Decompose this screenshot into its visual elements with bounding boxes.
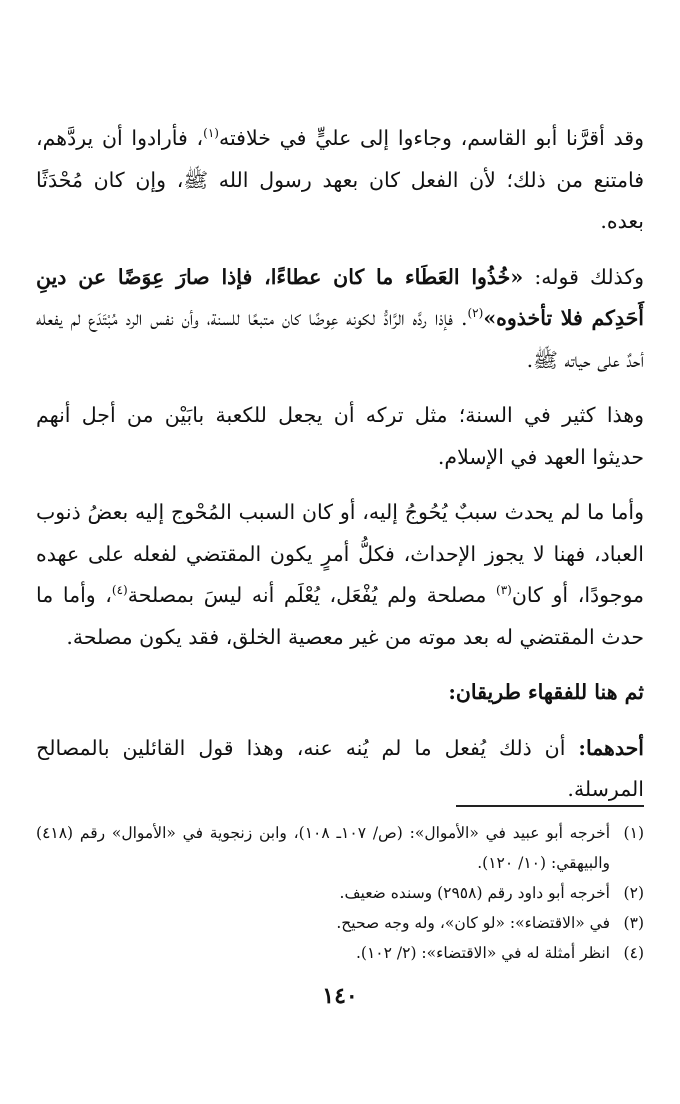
paragraph-spacer xyxy=(36,658,644,672)
footnote-ref-3[interactable]: (٣) xyxy=(496,583,512,598)
footnote-number: (٢) xyxy=(623,884,644,902)
footnote-4 xyxy=(36,938,644,968)
footnote-text: أخرجه أبو داود رقم (٢٩٥٨) وسنده ضعيف. xyxy=(339,884,610,902)
footnote-ref-1[interactable]: (١) xyxy=(203,126,219,141)
page-number: ١٤٠ xyxy=(322,983,358,1009)
paragraph-1 xyxy=(36,118,644,243)
hadith-quote: «خُذُوا العَطَاء ما كان عطاءًا، فإذا صارَ عِوَضًا عن دينِ أَحَدِكم فلا تأخذوه» xyxy=(36,264,644,330)
footnote-text: في «الاقتضاء»: «لو كان»، وله وجه صحيح. xyxy=(336,914,610,932)
paragraph-5-text: أن ذلك يُفعل ما لم يُنه عنه، وهذا قول القائلين بالمصالح المرسلة. xyxy=(36,735,644,801)
footnote-number: (٤) xyxy=(623,944,644,962)
paragraph-4-text-b: مصلحة ولم يُفْعَل، يُعْلَم أنه ليسَ بمصلحة xyxy=(127,583,497,607)
paragraph-1-text-a: وقد أقرَّنا أبو القاسم، وجاءوا إلى عليٍّ في خلافته xyxy=(218,126,644,150)
main-text xyxy=(36,118,644,811)
paragraph-1-text-b: ، فأرادوا أن يردَّهم، فامتنع من ذلك؛ لأن الفعل كان بعهد رسول الله ﷺ، وإن كان مُحْدَثًا بعده. xyxy=(36,126,644,233)
footnote-2 xyxy=(36,878,644,908)
paragraph-3: وهذا كثير في السنة؛ مثل تركه أن يجعل للكعبة بابَيْن من أجل أنهم حديثوا العهد في الإسلام. xyxy=(36,403,644,469)
paragraph-5 xyxy=(36,728,644,811)
paragraph-4 xyxy=(36,492,644,658)
paragraph-4-text-a: وأما ما لم يحدث سببٌ يُحُوجُ إليه، أو كان السبب المُحْوج إليه بعضُ ذنوب العباد، فهنا لا يجوز الإحداث، فكلُّ أمرٍ يكون المقتضي لفعله على عهده موجودًا، أو كان xyxy=(36,500,645,607)
paragraph-2-text-a: وكذلك قوله: xyxy=(523,264,644,289)
footnote-ref-4[interactable]: (٤) xyxy=(111,583,128,598)
paragraph-spacer xyxy=(36,381,644,395)
footnote-separator xyxy=(456,805,644,807)
footnote-text: انظر أمثلة له في «الاقتضاء»: (٢/ ١٠٢). xyxy=(356,944,610,962)
footnote-number: (٣) xyxy=(623,914,644,932)
footnote-1 xyxy=(36,818,644,878)
paragraph-spacer xyxy=(36,714,644,728)
footnote-text: أخرجه أبو عبيد في «الأموال»: (ص/ ١٠٧ـ ١٠٨)، وابن زنجوية في «الأموال» رقم (٤١٨) والبيهقي: (١٠/ ١٢٠). xyxy=(36,824,610,872)
section-heading: ثم هنا للفقهاء طريقان: xyxy=(448,680,644,704)
paragraph-spacer xyxy=(36,243,644,257)
paragraph-4-text-c: ، وأما ما حدث المقتضي له بعد موته من غير معصية الخلق، فقد يكون مصلحة. xyxy=(36,583,644,649)
footnotes xyxy=(36,818,644,968)
footnote-ref-2[interactable]: (٢) xyxy=(467,306,484,321)
paragraph-spacer xyxy=(36,478,644,492)
footnote-number: (١) xyxy=(623,824,644,842)
paragraph-5-lead: أحدهما: xyxy=(578,735,644,760)
footnote-3 xyxy=(36,908,644,938)
paragraph-2-text-b: . فإذا ردَّه الرَّادُّ لكونه عِوضًا كان متبعًا للسنة، وأن نفس الرد مُبْتَدَع لم يفعله أحدٌ على حياته ﷺ. xyxy=(36,306,644,372)
paragraph-2 xyxy=(36,257,644,382)
